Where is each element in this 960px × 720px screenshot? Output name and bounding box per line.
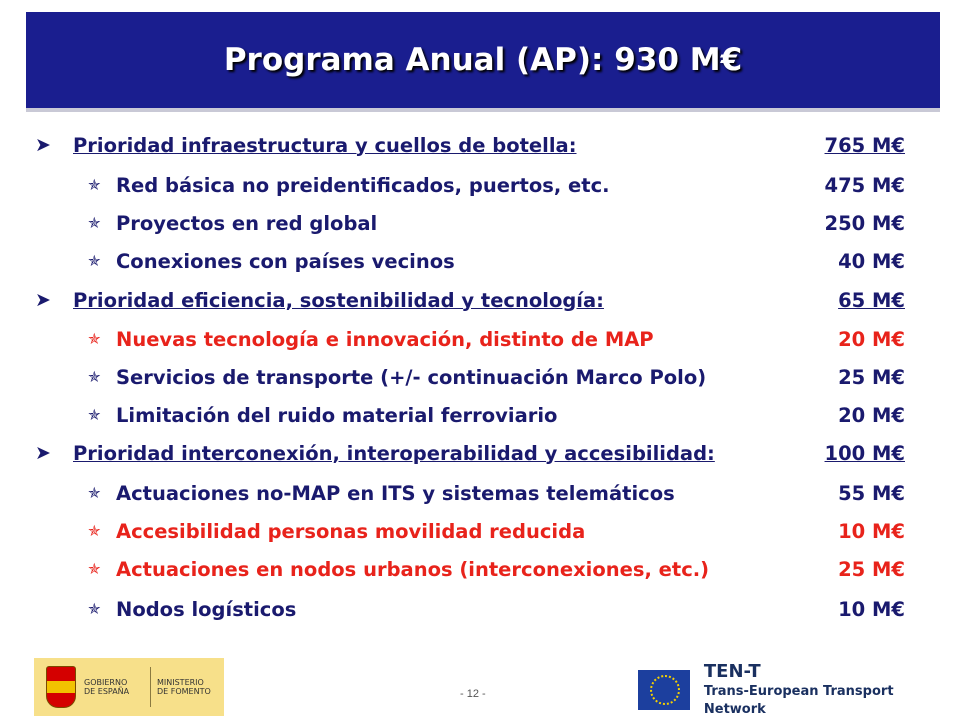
item-amount: 20 M€ bbox=[838, 403, 905, 427]
item-label: Prioridad eficiencia, sostenibilidad y tecnología: bbox=[73, 288, 604, 312]
item-amount: 10 M€ bbox=[838, 519, 905, 543]
item-amount: 20 M€ bbox=[838, 327, 905, 351]
star-bullet-icon: ✯ bbox=[88, 484, 101, 502]
network-full-name: Trans-European Transport Network bbox=[703, 684, 894, 717]
item-label: Nodos logísticos bbox=[116, 597, 297, 621]
page-number: - 12 - bbox=[460, 688, 486, 700]
item-label: Actuaciones en nodos urbanos (interconexiones, etc.) bbox=[116, 557, 710, 581]
list-item bbox=[35, 128, 905, 162]
ten-t-logo bbox=[638, 661, 950, 717]
list-item bbox=[88, 360, 905, 394]
ministry-label: MINISTERIO DE FOMENTO bbox=[157, 678, 211, 696]
logo-divider bbox=[150, 667, 151, 707]
item-amount: 55 M€ bbox=[838, 481, 905, 505]
list-item bbox=[88, 322, 905, 356]
star-bullet-icon: ✯ bbox=[88, 368, 101, 386]
item-amount: 25 M€ bbox=[838, 365, 905, 389]
government-label: GOBIERNO DE ESPAÑA bbox=[84, 678, 130, 696]
item-label: Proyectos en red global bbox=[116, 211, 378, 235]
list-item bbox=[88, 168, 905, 202]
item-amount: 25 M€ bbox=[838, 557, 905, 581]
item-amount: 765 M€ bbox=[824, 133, 905, 157]
list-item bbox=[88, 552, 905, 586]
arrow-bullet-icon: ➤ bbox=[35, 134, 51, 156]
item-label: Limitación del ruido material ferroviario bbox=[116, 403, 558, 427]
item-label: Prioridad interconexión, interoperabilidad y accesibilidad: bbox=[73, 441, 715, 465]
item-amount: 100 M€ bbox=[824, 441, 905, 465]
list-item bbox=[88, 398, 905, 432]
item-label: Accesibilidad personas movilidad reducida bbox=[116, 519, 586, 543]
item-label: Red básica no preidentificados, puertos, etc. bbox=[116, 173, 610, 197]
star-bullet-icon: ✯ bbox=[88, 176, 101, 194]
list-item bbox=[88, 206, 905, 240]
list-item bbox=[35, 436, 905, 470]
item-amount: 40 M€ bbox=[838, 249, 905, 273]
network-name: TEN-T bbox=[703, 661, 761, 682]
arrow-bullet-icon: ➤ bbox=[35, 442, 51, 464]
item-label: Actuaciones no-MAP en ITS y sistemas telemáticos bbox=[116, 481, 675, 505]
star-bullet-icon: ✯ bbox=[88, 560, 101, 578]
item-label: Nuevas tecnología e innovación, distinto de MAP bbox=[116, 327, 654, 351]
star-bullet-icon: ✯ bbox=[88, 600, 101, 618]
slide-title: Programa Anual (AP): 930 M€ bbox=[223, 42, 743, 78]
star-bullet-icon: ✯ bbox=[88, 522, 101, 540]
list-item bbox=[88, 592, 905, 626]
item-label: Servicios de transporte (+/- continuación Marco Polo) bbox=[116, 365, 707, 389]
eu-flag-icon bbox=[638, 670, 690, 710]
star-bullet-icon: ✯ bbox=[88, 406, 101, 424]
star-bullet-icon: ✯ bbox=[88, 330, 101, 348]
item-label: Prioridad infraestructura y cuellos de botella: bbox=[73, 133, 577, 157]
item-amount: 10 M€ bbox=[838, 597, 905, 621]
item-label: Conexiones con países vecinos bbox=[116, 249, 455, 273]
list-item bbox=[88, 244, 905, 278]
government-logo bbox=[34, 658, 224, 716]
list-item bbox=[35, 283, 905, 317]
item-amount: 250 M€ bbox=[824, 211, 905, 235]
star-bullet-icon: ✯ bbox=[88, 214, 101, 232]
list-item bbox=[88, 476, 905, 510]
list-item bbox=[88, 514, 905, 548]
item-amount: 475 M€ bbox=[824, 173, 905, 197]
star-bullet-icon: ✯ bbox=[88, 252, 101, 270]
item-amount: 65 M€ bbox=[838, 288, 905, 312]
coat-of-arms-icon bbox=[46, 666, 76, 708]
arrow-bullet-icon: ➤ bbox=[35, 289, 51, 311]
